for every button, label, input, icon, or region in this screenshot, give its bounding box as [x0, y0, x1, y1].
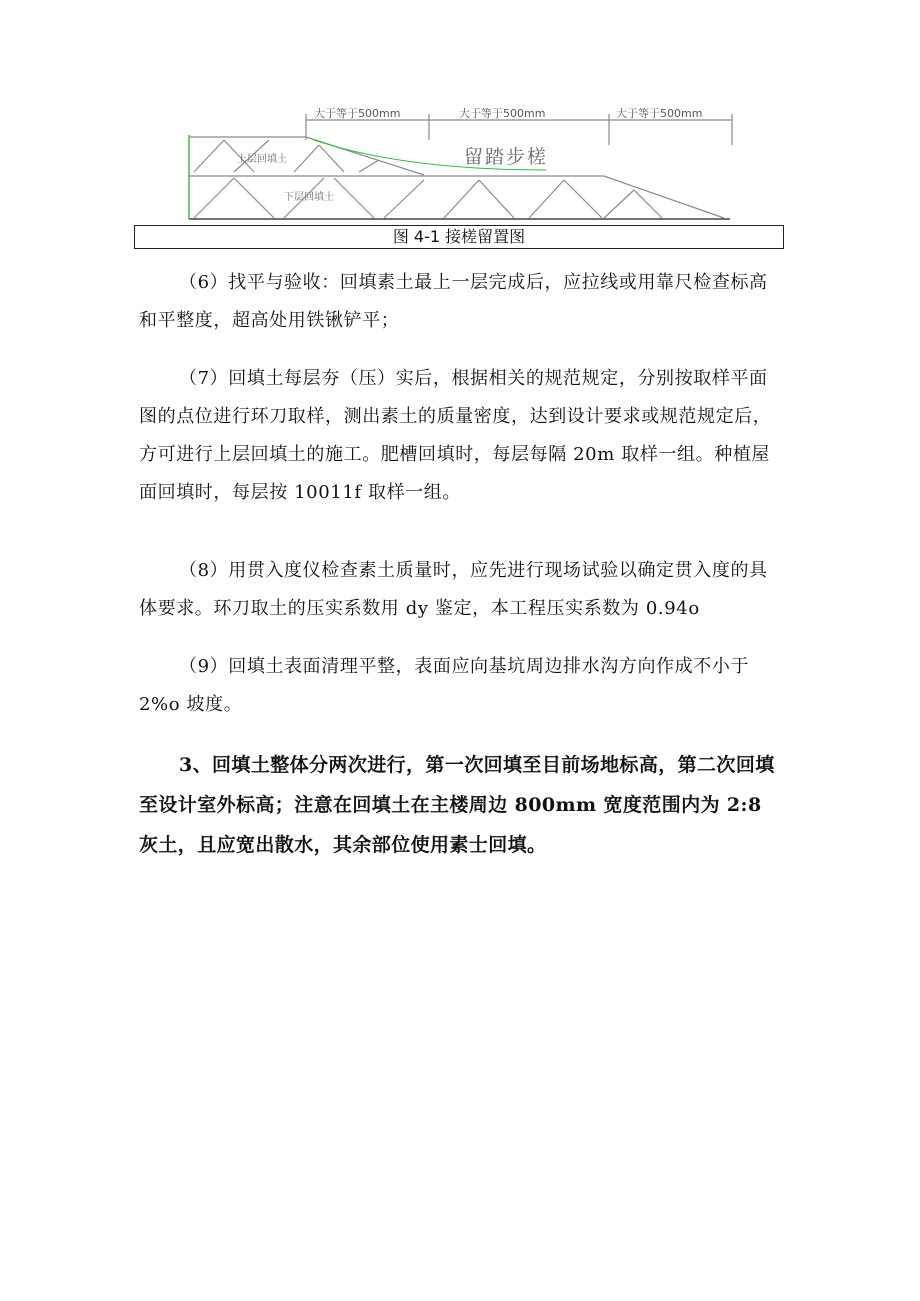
- step-joint-label: 留踏步槎: [464, 146, 549, 168]
- dimension-label-1: 大于等于500mm: [314, 107, 401, 120]
- figure-caption: 图 4-1 接槎留置图: [134, 225, 784, 249]
- paragraph-6-text: （6）找平与验收：回填素土最上一层完成后，应拉线或用靠尺检查标高和平整度，超高处用铁锹铲平；: [139, 272, 768, 331]
- section-3-text: 3、回填土整体分两次进行，第一次回填至目前场地标高，第二次回填至设计室外标高；注意在回填土在主楼周边 800mm 宽度范围内为 2:8 灰土，且应宽出散水，其余部位使用素士回填。: [139, 754, 775, 856]
- diagram-svg: [134, 100, 786, 225]
- lower-layer-label: 下层回填土: [284, 192, 334, 203]
- upper-layer-label: 上层回填土: [237, 154, 287, 165]
- paragraph-8-text: （8）用贯入度仪检查素土质量时，应先进行现场试验以确定贯入度的具体要求。环刀取土的压实系数用 dy 鉴定，本工程压实系数为 0.94o: [139, 560, 768, 619]
- section-3: [139, 745, 785, 865]
- paragraph-9: [139, 648, 785, 724]
- backfill-joint-diagram: [134, 100, 786, 225]
- paragraph-6: [139, 264, 785, 340]
- paragraph-7: [139, 360, 785, 512]
- dimension-label-2: 大于等于500mm: [459, 107, 546, 120]
- paragraph-8: [139, 552, 785, 628]
- dimension-label-3: 大于等于500mm: [616, 107, 703, 120]
- paragraph-7-text: （7）回填土每层夯（压）实后，根据相关的规范规定，分别按取样平面图的点位进行环刀取样，测出素土的质量密度，达到设计要求或规范规定后，方可进行上层回填土的施工。肥槽回填时，每层每隔 20m 取样一组。种植屋面回填时，每层按 10011f 取样一组。: [139, 368, 772, 503]
- paragraph-9-text: （9）回填土表面清理平整，表面应向基坑周边排水沟方向作成不小于 2%o 坡度。: [139, 656, 750, 715]
